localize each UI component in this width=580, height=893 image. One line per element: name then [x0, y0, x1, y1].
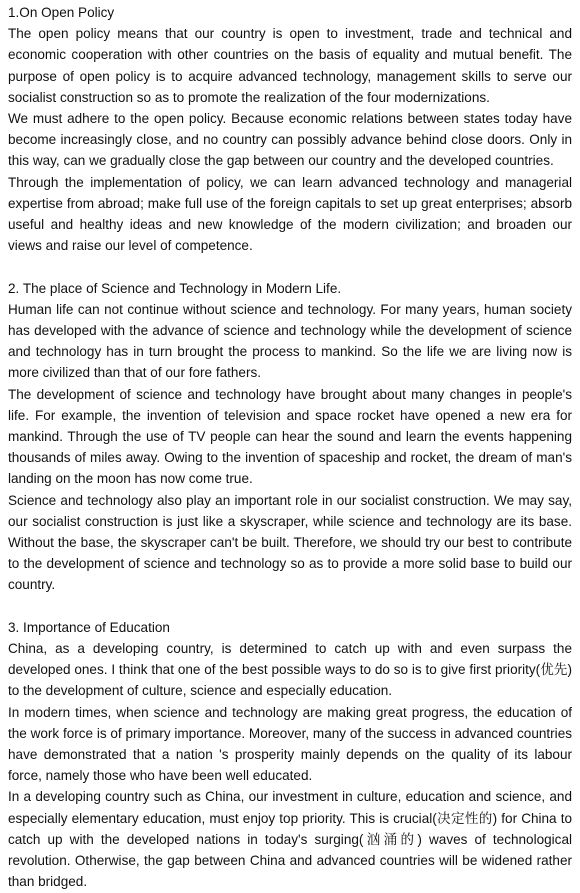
- paragraph: Through the implementation of policy, we can learn advanced technology and managerial expertise from abroad; make full use of the foreign capitals to set up great enterprises; absorb useful and healthy ideas and new knowledge of the modern civilization; and broaden our views and raise our level of competence.: [8, 174, 572, 254]
- paragraph: In modern times, when science and technology are making great progress, the education of the work force is of primary importance. Moreover, many of the success in advanced countries have demonstrated that a nation 's prosperity mainly depends on the quality of its labour force, namely those who have been well educated.: [8, 704, 572, 784]
- paragraph: Science and technology also play an important role in our socialist construction. We may say, our socialist construction is just like a skyscraper, while science and technology are its base. Without the base, the skyscraper can't be built. Therefore, we should try our best to contribute to the development of science and technology so as to provide a more solid base to build our country.: [8, 492, 572, 593]
- section-heading: 1.On Open Policy: [8, 5, 115, 20]
- paragraph: The development of science and technology have brought about many changes in people's life. For example, the invention of television and space rocket have opened a new era for mankind. Through the use of TV people can hear the sound and learn the events happening thousands of miles away. Owing to the invention of spaceship and rocket, the dream of man's landing on the moon has now come true.: [8, 386, 572, 487]
- section-science-technology: [8, 278, 572, 596]
- section-spacer: [8, 256, 572, 277]
- section-spacer: [8, 596, 572, 617]
- section-education: [8, 617, 572, 893]
- section-open-policy: [8, 2, 572, 256]
- paragraph: The open policy means that our country is open to investment, trade and technical and economic cooperation with other countries on the basis of equality and mutual benefit. The purpose of open policy is to acquire advanced technology, management skills to serve our socialist construction so as to promote the realization of the four modernizations.: [8, 26, 572, 105]
- paragraph: Human life can not continue without science and technology. For many years, human society has developed with the advance of science and technology while the development of science and technology has in turn brought the process to mankind. So the life we are living now is more civilized than that of our fore fathers.: [8, 301, 572, 381]
- paragraph: In a developing country such as China, our investment in culture, education and science, and especially elementary education, must enjoy top priority. This is crucial(决定性的) for China to catch up with the developed nations in today's surging(汹涌的) waves of technological revolution. Otherwise, the gap between China and advanced countries will be widened rather than bridged.: [8, 789, 572, 890]
- section-heading: 2. The place of Science and Technology in Modern Life.: [8, 280, 342, 296]
- paragraph: China, as a developing country, is determined to catch up with and even surpass the developed ones. I think that one of the best possible ways to do so is to give first priority(优先) to the development of culture, science and especially education.: [8, 641, 572, 699]
- section-heading: 3. Importance of Education: [8, 619, 170, 635]
- paragraph: We must adhere to the open policy. Because economic relations between states today have become increasingly close, and no country can possibly advance behind close doors. Only in this way, can we gradually close the gap between our country and the developed countries.: [8, 111, 572, 169]
